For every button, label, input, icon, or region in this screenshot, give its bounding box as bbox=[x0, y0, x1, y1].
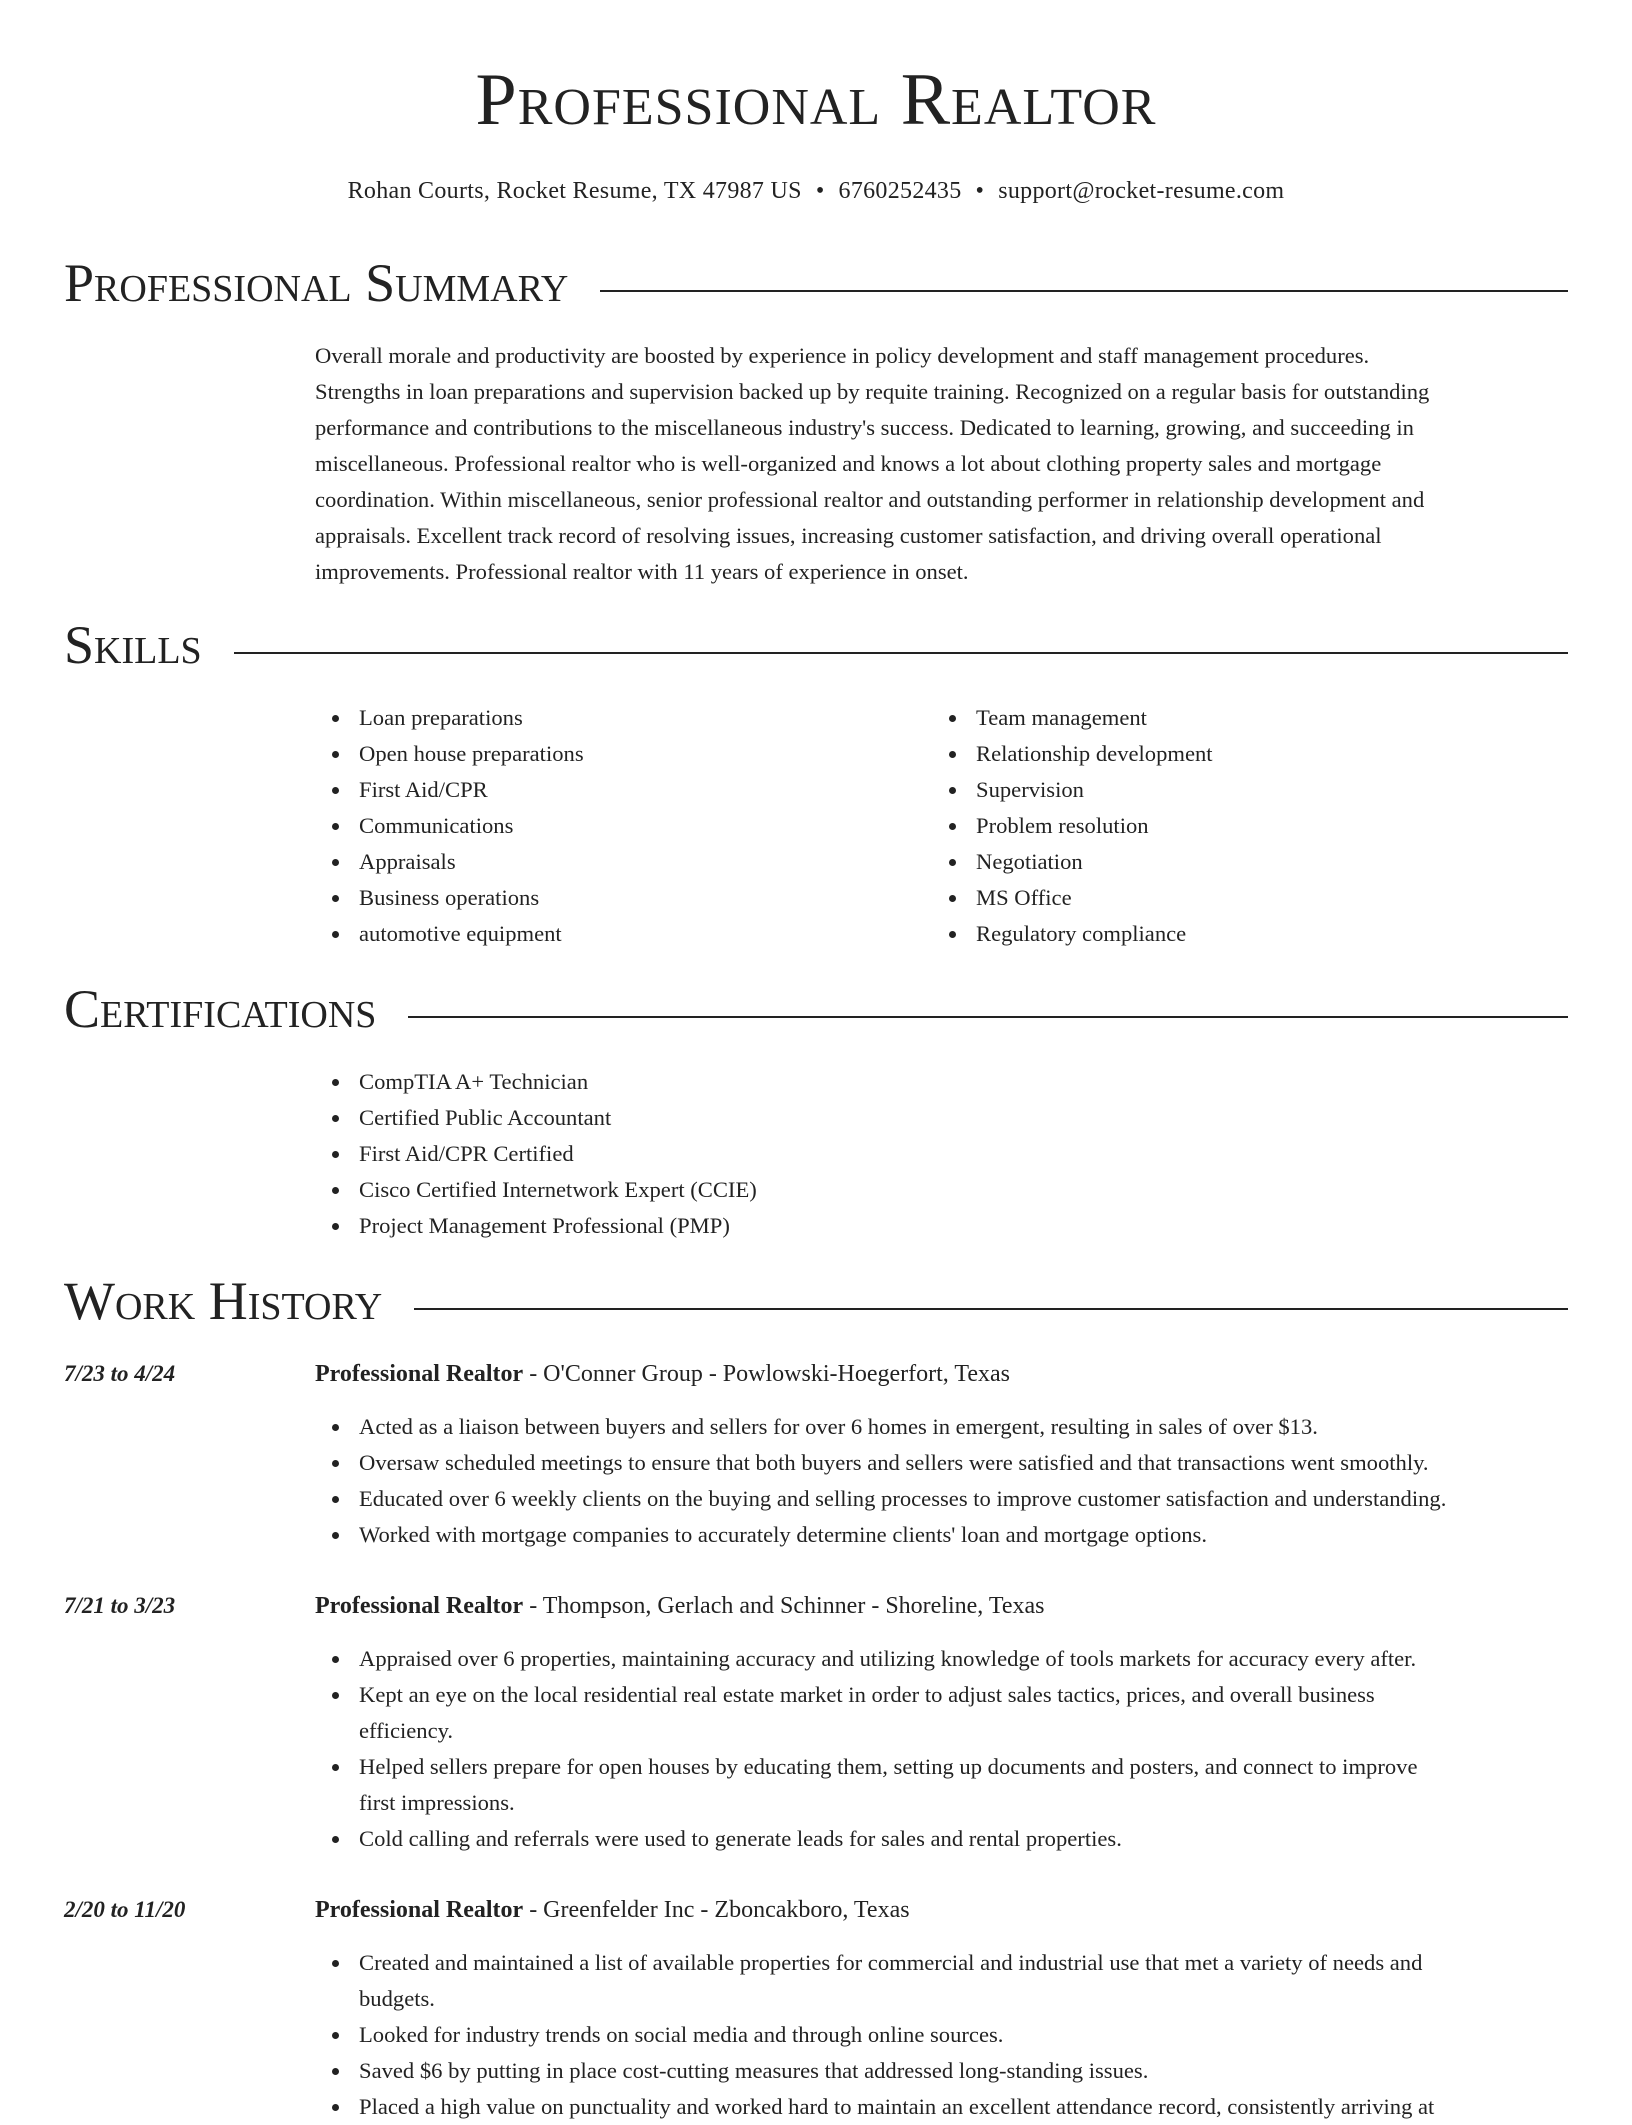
job-dates: 7/21 to 3/23 bbox=[64, 1593, 176, 1618]
job-bullet bbox=[315, 1641, 1575, 1677]
contact-separator: • bbox=[815, 178, 825, 204]
job-bullet bbox=[315, 1945, 1575, 2017]
certifications-list bbox=[315, 1064, 1515, 1244]
skill-item: First Aid/CPR bbox=[315, 772, 915, 808]
skill-item: Regulatory compliance bbox=[932, 916, 1532, 952]
skill-item: Business operations bbox=[315, 880, 915, 916]
job-bullet-line: efficiency. bbox=[359, 1718, 454, 1743]
resume-name: Professional Realtor bbox=[475, 59, 1157, 141]
certification-item: Certified Public Accountant bbox=[315, 1100, 1515, 1136]
job-bullet bbox=[315, 2017, 1575, 2053]
skill-item: Negotiation bbox=[932, 844, 1532, 880]
summary-line: miscellaneous. Professional realtor who is well-organized and knows a lot about clothing property sales and mortgage bbox=[315, 451, 1382, 476]
job-bullet-line: Kept an eye on the local residential real estate market in order to adjust sales tactics, prices, and overall business bbox=[359, 1682, 1375, 1707]
summary-line: performance and contributions to the miscellaneous industry's success. Dedicated to learning, growing, and succeeding in bbox=[315, 415, 1414, 440]
certification-item: Project Management Professional (PMP) bbox=[315, 1208, 1515, 1244]
job-bullets bbox=[315, 1641, 1575, 1857]
job-bullet bbox=[315, 1749, 1575, 1821]
job-title: Professional Realtor bbox=[315, 1897, 524, 1923]
skill-item: Open house preparations bbox=[315, 736, 915, 772]
job-employer: - O'Conner Group - Powlowski-Hoegerfort, Texas bbox=[523, 1361, 1010, 1387]
job-bullet bbox=[315, 2053, 1575, 2089]
skill-item: Relationship development bbox=[932, 736, 1532, 772]
job-bullet-line: first impressions. bbox=[359, 1790, 515, 1815]
section-title-summary: Professional Summary bbox=[64, 253, 600, 313]
section-header-skills bbox=[64, 615, 1568, 675]
job-heading bbox=[315, 1357, 1010, 1391]
job-title: Professional Realtor bbox=[315, 1593, 524, 1619]
skill-item: Team management bbox=[932, 700, 1532, 736]
job-bullet bbox=[315, 1821, 1575, 1857]
job-dates: 7/23 to 4/24 bbox=[64, 1361, 176, 1386]
job-bullet: Worked with mortgage companies to accurately determine clients' loan and mortgage options. bbox=[315, 1517, 1575, 1553]
section-header-summary bbox=[64, 253, 1568, 313]
job-employer: - Greenfelder Inc - Zboncakboro, Texas bbox=[523, 1897, 910, 1923]
job-bullets bbox=[315, 1409, 1575, 1553]
contact-separator: • bbox=[975, 178, 985, 204]
contact-email: support@rocket-resume.com bbox=[998, 178, 1285, 204]
job-bullet-line: Looked for industry trends on social media and through online sources. bbox=[359, 2022, 1004, 2047]
job-bullet: Oversaw scheduled meetings to ensure that both buyers and sellers were satisfied and that transactions went smoothly. bbox=[315, 1445, 1575, 1481]
contact-line bbox=[0, 174, 1632, 208]
contact-phone: 6760252435 bbox=[838, 178, 962, 204]
certification-item: First Aid/CPR Certified bbox=[315, 1136, 1515, 1172]
skill-item: Problem resolution bbox=[932, 808, 1532, 844]
summary-paragraph bbox=[315, 338, 1567, 590]
skill-item: Communications bbox=[315, 808, 915, 844]
job-employer: - Thompson, Gerlach and Schinner - Shoreline, Texas bbox=[523, 1593, 1045, 1619]
job-bullet: Acted as a liaison between buyers and sellers for over 6 homes in emergent, resulting in sales of over $13. bbox=[315, 1409, 1575, 1445]
skills-list-left bbox=[315, 700, 915, 952]
summary-line: improvements. Professional realtor with 11 years of experience in onset. bbox=[315, 559, 969, 584]
certification-item: Cisco Certified Internetwork Expert (CCIE) bbox=[315, 1172, 1515, 1208]
job-bullet-line: Cold calling and referrals were used to generate leads for sales and rental properties. bbox=[359, 1826, 1122, 1851]
skill-item: automotive equipment bbox=[315, 916, 915, 952]
job-bullets bbox=[315, 1945, 1575, 2125]
summary-line: appraisals. Excellent track record of resolving issues, increasing customer satisfaction, and driving overall operational bbox=[315, 523, 1382, 548]
job-heading bbox=[315, 1893, 910, 1927]
summary-line: coordination. Within miscellaneous, senior professional realtor and outstanding performer in relationship development and bbox=[315, 487, 1425, 512]
summary-line: Strengths in loan preparations and supervision backed up by requite training. Recognized on a regular basis for outstanding bbox=[315, 379, 1430, 404]
job-heading bbox=[315, 1589, 1045, 1623]
job-bullet-line: Placed a high value on punctuality and worked hard to maintain an excellent attendance record, consistently arriving at bbox=[359, 2094, 1435, 2119]
contact-address: Rohan Courts, Rocket Resume, TX 47987 US bbox=[347, 178, 802, 204]
summary-line: Overall morale and productivity are boosted by experience in policy development and staff management procedures. bbox=[315, 343, 1370, 368]
section-title-skills: Skills bbox=[64, 615, 234, 675]
skill-item: Supervision bbox=[932, 772, 1532, 808]
certification-item: CompTIA A+ Technician bbox=[315, 1064, 1515, 1100]
section-header-work-history bbox=[64, 1271, 1568, 1331]
job-bullet-line: Created and maintained a list of available properties for commercial and industrial use that met a variety of needs and bbox=[359, 1950, 1423, 1975]
section-rule bbox=[64, 652, 1568, 654]
job-bullet-line: Saved $6 by putting in place cost-cutting measures that addressed long-standing issues. bbox=[359, 2058, 1149, 2083]
skills-list-right bbox=[932, 700, 1532, 952]
section-header-certifications bbox=[64, 979, 1568, 1039]
job-bullet bbox=[315, 1677, 1575, 1749]
skill-item: Appraisals bbox=[315, 844, 915, 880]
job-bullet-line: budgets. bbox=[359, 1986, 435, 2011]
job-dates: 2/20 to 11/20 bbox=[64, 1897, 186, 1922]
section-title-certifications: Certifications bbox=[64, 979, 408, 1039]
job-title: Professional Realtor bbox=[315, 1361, 524, 1387]
section-title-work-history: Work History bbox=[64, 1271, 414, 1331]
skill-item: MS Office bbox=[932, 880, 1532, 916]
skill-item: Loan preparations bbox=[315, 700, 915, 736]
job-bullet-line: Helped sellers prepare for open houses by educating them, setting up documents and posters, and connect to improve bbox=[359, 1754, 1418, 1779]
job-bullet: Educated over 6 weekly clients on the buying and selling processes to improve customer satisfaction and understanding. bbox=[315, 1481, 1575, 1517]
job-bullet-line: Appraised over 6 properties, maintaining accuracy and utilizing knowledge of tools markets for accuracy every after. bbox=[359, 1646, 1417, 1671]
job-bullet bbox=[315, 2089, 1575, 2125]
